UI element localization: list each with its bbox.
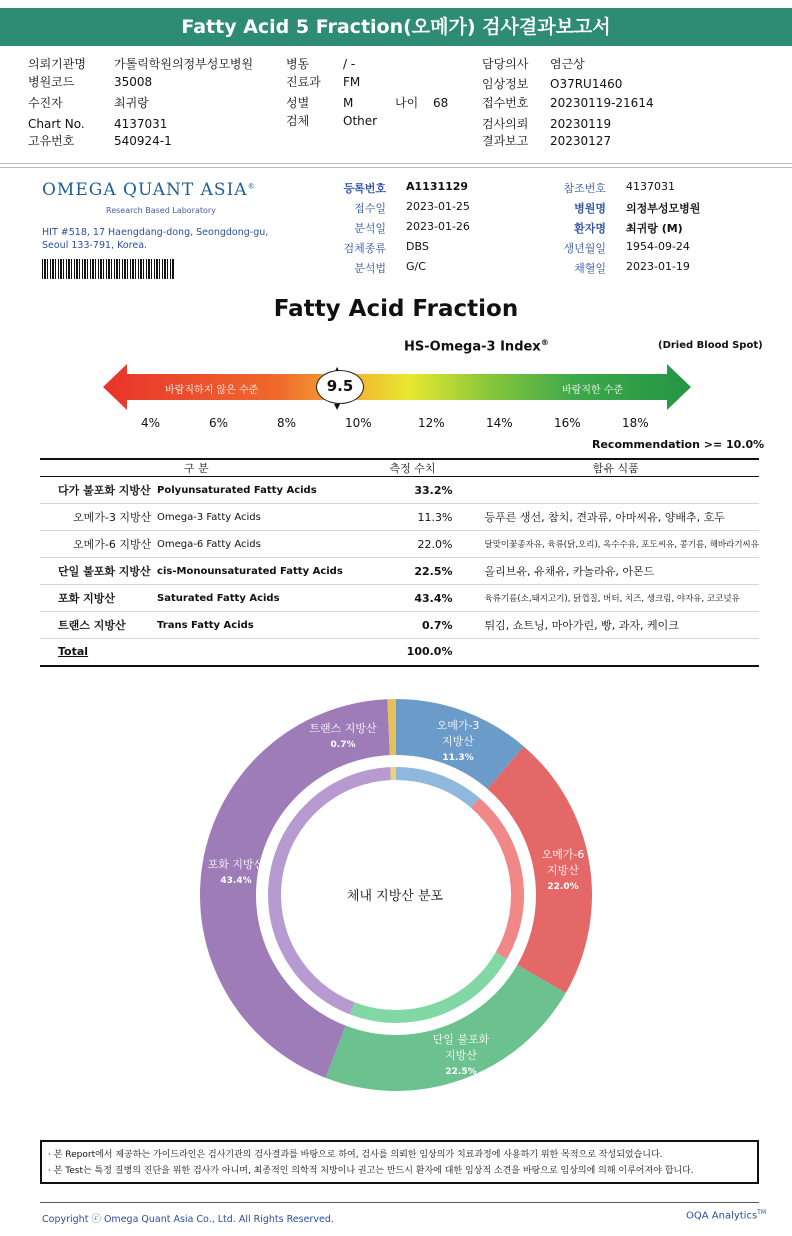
header-value: 540924-1 <box>114 134 172 148</box>
category-kr: 오메가-3 지방산 <box>40 504 157 531</box>
header-label: 병동 <box>286 57 310 71</box>
lab-logo <box>42 180 256 215</box>
segment-label <box>411 1032 511 1080</box>
notice-line-2: · 본 Test는 특정 질병의 진단을 위한 검사가 아니며, 최종적인 의학적 처방이나 권고는 반드시 환자에 대한 임상적 소견을 바탕으로 임상의에 의해 이루어져야 합니다. <box>48 1166 694 1176</box>
header-label: 병원코드 <box>28 75 75 89</box>
header-value: 20230119 <box>550 117 612 131</box>
specimen-value: A1131129 <box>406 180 469 193</box>
header-value: 20230119-21614 <box>550 96 654 110</box>
header-label: 검체 <box>286 114 310 128</box>
segment-label-pct: 22.0% <box>547 882 579 892</box>
specimen-label: 병원명 <box>574 202 606 215</box>
segment-label-pct: 22.5% <box>445 1067 477 1077</box>
notice-box <box>40 1140 759 1184</box>
header-label: 임상정보 <box>482 77 529 91</box>
category-en: Polyunsaturated Fatty Acids <box>157 477 352 504</box>
header-category: 구 분 <box>40 459 353 477</box>
measured-value: 0.7% <box>353 612 473 639</box>
footer-divider <box>40 1202 759 1203</box>
foods: 튀김, 쇼트닝, 마아가린, 빵, 과자, 케이크 <box>473 612 760 639</box>
segment-label-text: 트랜스 지방산 <box>309 722 377 735</box>
bad-level-label: 바람직하지 않은 수준 <box>165 385 259 396</box>
specimen-value: 2023-01-19 <box>626 260 690 273</box>
specimen-label: 참조번호 <box>563 182 606 195</box>
notice-line-1: · 본 Report에서 제공하는 가이드라인은 검사기관의 검사결과를 바탕으로 하여, 검사를 의뢰한 임상의가 치료과정에 사용하기 위한 목적으로 작성되었습니다. <box>48 1150 663 1160</box>
header-label: 성별 <box>286 96 310 110</box>
specimen-label: 채혈일 <box>574 262 606 275</box>
specimen-label: 검체종류 <box>343 242 386 255</box>
measured-value: 33.2% <box>353 477 473 504</box>
specimen-label: 등록번호 <box>343 182 386 195</box>
segment-label-pct: 0.7% <box>330 740 356 750</box>
table-row <box>40 531 759 558</box>
table-row <box>40 504 759 531</box>
measured-value: 100.0% <box>353 639 473 666</box>
segment-label-text: 오메가-6 <box>541 848 585 861</box>
header-value: Other <box>343 114 378 128</box>
header-label: 진료과 <box>286 75 321 89</box>
scale-tick: 14% <box>486 416 513 430</box>
header-label: Chart No. <box>28 117 85 131</box>
segment-label-text: 단일 불포화 <box>432 1033 490 1046</box>
foods <box>473 477 760 504</box>
header-value: M <box>343 96 354 110</box>
header-value: / - <box>343 57 356 71</box>
header-value: 측정 수치 <box>353 459 473 477</box>
donut-inner-segment <box>390 767 396 780</box>
foods: 등푸른 생선, 참치, 견과류, 아마씨유, 양배추, 호두 <box>473 504 760 531</box>
measured-value: 11.3% <box>353 504 473 531</box>
header-divider-2 <box>0 167 792 168</box>
lab-address: HIT #518, 17 Haengdang-dong, Seongdong-gu, Seoul 133-791, Korea. <box>42 227 269 251</box>
segment-label-pct: 43.4% <box>220 876 252 886</box>
specimen-value: 4137031 <box>626 180 675 193</box>
specimen-value: 1954-09-24 <box>626 240 690 253</box>
brand: OQA Analytics™ <box>686 1209 767 1222</box>
fatty-acid-table <box>40 458 759 667</box>
header-value: O37RU1460 <box>550 77 623 91</box>
header-value: 최귀랑 <box>114 96 149 110</box>
foods: 올리브유, 유채유, 카놀라유, 아몬드 <box>473 558 760 585</box>
copyright: Copyright ⓒ Omega Quant Asia Co., Ltd. All Rights Reserved. <box>42 1214 334 1225</box>
table-row <box>40 477 759 504</box>
header-value: 염근상 <box>550 57 585 71</box>
scale-tick: 6% <box>209 416 229 430</box>
specimen-value: 의정부성모병원 <box>626 202 701 215</box>
header-value: 4137031 <box>114 117 168 131</box>
good-level-label: 바람직한 수준 <box>562 385 624 396</box>
specimen-value: DBS <box>406 240 429 253</box>
specimen-value: 2023-01-25 <box>406 200 470 213</box>
lab-logo-text: OMEGA QUANT ASIA® <box>42 180 256 200</box>
category-en: Trans Fatty Acids <box>157 612 352 639</box>
category-kr: 포화 지방산 <box>40 585 157 612</box>
scale-tick: 16% <box>554 416 581 430</box>
segment-label <box>513 847 613 895</box>
scale-tick: 10% <box>345 416 372 430</box>
table-row <box>40 639 759 666</box>
foods: 달맞이꽃종자유, 육류(닭,오리), 옥수수유, 포도씨유, 콩기름, 해바라기씨유 <box>473 531 760 558</box>
scale-tick: 18% <box>622 416 649 430</box>
header-value: 20230127 <box>550 134 612 148</box>
recommendation: Recommendation >= 10.0% <box>592 438 765 451</box>
header-value: FM <box>343 75 361 89</box>
specimen-value: G/C <box>406 260 426 273</box>
segment-label-text: 포화 지방산 <box>207 858 265 871</box>
segment-label-pct: 11.3% <box>442 753 474 763</box>
header-value-age: 68 <box>433 96 449 110</box>
header-label-age: 나이 <box>395 96 419 110</box>
category-en: Omega-6 Fatty Acids <box>157 531 352 558</box>
category-en <box>157 639 352 666</box>
category-en: cis-Monounsaturated Fatty Acids <box>157 558 352 585</box>
foods <box>473 639 760 666</box>
category-en: Omega-3 Fatty Acids <box>157 504 352 531</box>
header-label: 결과보고 <box>482 134 529 148</box>
marker-down-arrow: ▼ <box>334 402 341 411</box>
measured-value: 22.0% <box>353 531 473 558</box>
report-title: Fatty Acid 5 Fraction(오메가) 검사결과보고서 <box>0 8 792 46</box>
header-label: 의뢰기관명 <box>28 57 86 71</box>
table-row <box>40 612 759 639</box>
specimen-note: (Dried Blood Spot) <box>658 340 763 351</box>
fraction-title: Fatty Acid Fraction <box>273 296 519 322</box>
lab-subtitle: Research Based Laboratory <box>106 206 216 215</box>
header-divider <box>0 163 792 164</box>
category-en: Saturated Fatty Acids <box>157 585 352 612</box>
segment-label <box>186 857 286 889</box>
header-label: 고유번호 <box>28 134 75 148</box>
specimen-label: 분석법 <box>354 262 386 275</box>
segment-label-text: 지방산 <box>445 1049 477 1062</box>
segment-label-text: 지방산 <box>442 735 474 748</box>
category-kr: 오메가-6 지방산 <box>40 531 157 558</box>
header-value: 35008 <box>114 75 153 89</box>
category-kr: 다가 불포화 지방산 <box>40 477 157 504</box>
measured-value: 22.5% <box>353 558 473 585</box>
segment-label <box>293 721 393 753</box>
header-label: 접수번호 <box>482 96 529 110</box>
segment-label-text: 오메가-3 <box>436 719 480 732</box>
scale-tick: 4% <box>141 416 161 430</box>
specimen-label: 생년월일 <box>563 242 606 255</box>
specimen-label: 환자명 <box>574 222 606 235</box>
header-label: 수진자 <box>28 96 63 110</box>
index-value-marker: 9.5 <box>316 370 364 404</box>
header-label: 담당의사 <box>482 57 529 71</box>
scale-tick: 12% <box>418 416 445 430</box>
specimen-value: 2023-01-26 <box>406 220 470 233</box>
header-foods: 함유 식품 <box>473 459 760 477</box>
header-label: 검사의뢰 <box>482 117 529 131</box>
segment-label-text: 지방산 <box>547 864 579 877</box>
specimen-label: 접수일 <box>354 202 386 215</box>
segment-label <box>408 718 508 766</box>
category-kr: 트랜스 지방산 <box>40 612 157 639</box>
specimen-label: 분석일 <box>354 222 386 235</box>
header-value: 가톨릭학원의정부성모병원 <box>114 57 254 71</box>
foods: 육류기름(소,돼지고기), 닭껍질, 버터, 치즈, 생크림, 야자유, 코코넛유 <box>473 585 760 612</box>
scale-tick: 8% <box>277 416 297 430</box>
barcode <box>42 259 174 279</box>
table-row <box>40 558 759 585</box>
category-kr: Total <box>40 639 157 666</box>
donut-center-title: 체내 지방산 분포 <box>346 889 444 904</box>
specimen-value: 최귀랑 (M) <box>626 222 683 235</box>
measured-value: 43.4% <box>353 585 473 612</box>
table-row <box>40 585 759 612</box>
index-title: HS-Omega-3 Index® <box>404 338 549 355</box>
category-kr: 단일 불포화 지방산 <box>40 558 157 585</box>
